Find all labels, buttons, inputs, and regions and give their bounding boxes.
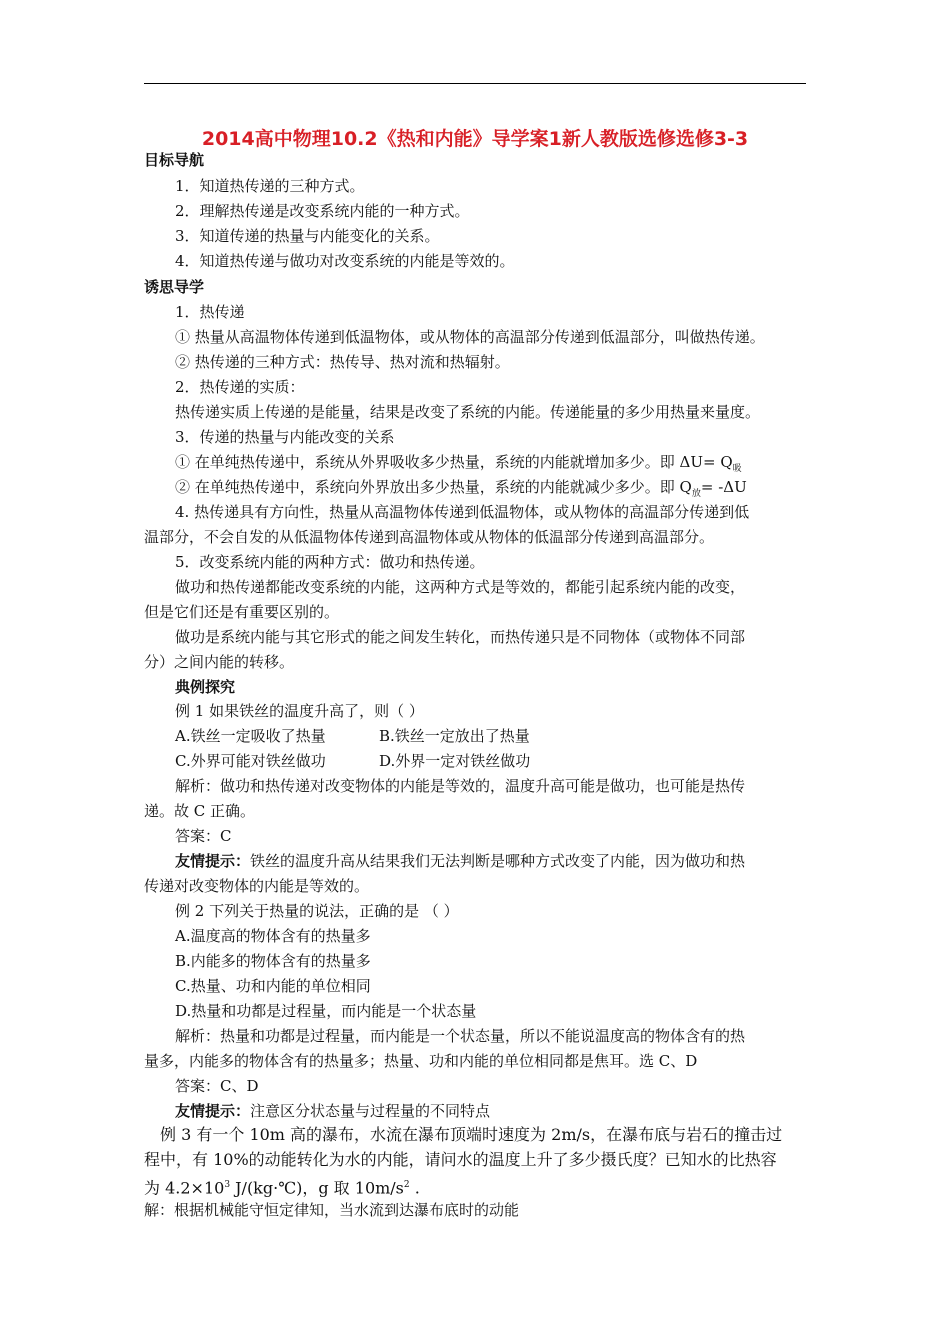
- goal-item: 2．理解热传递是改变系统内能的一种方式。: [175, 202, 470, 220]
- solution: 量多，内能多的物体含有的热量多；热量、功和内能的单位相同都是焦耳。选 C、D: [144, 1052, 698, 1070]
- answer: 答案：C、D: [175, 1077, 259, 1095]
- tip-line: 友情提示：铁丝的温度升高从结果我们无法判断是哪种方式改变了内能，因为做功和热: [175, 852, 746, 870]
- solution: 解析：做功和热传递对改变物体的内能是等效的，温度升高可能是做功，也可能是热传: [175, 777, 746, 795]
- paragraph: ② 热传递的三种方式：热传导、热对流和热辐射。: [175, 353, 510, 371]
- tip-line: 友情提示：注意区分状态量与过程量的不同特点: [175, 1102, 491, 1120]
- question: 为 $4.2\times 10^3$ J/(kg·℃)，g 取 $10m/s^2$ .: [144, 1178, 420, 1198]
- paragraph: 做功是系统内能与其它形式的能之间发生转化，而热传递只是不同物体（或物体不同部: [175, 628, 746, 646]
- header-rule: [144, 83, 806, 84]
- paragraph: 但是它们还是有重要区别的。: [144, 603, 340, 621]
- paragraph: 4. 热传递具有方向性，热量从高温物体传递到低温物体，或从物体的高温部分传递到低: [175, 503, 750, 521]
- option: D.热量和功都是过程量，而内能是一个状态量: [175, 1002, 477, 1020]
- solution: 解：根据机械能守恒定律知，当水流到达瀑布底时的动能: [144, 1201, 520, 1219]
- goal-item: 1．知道热传递的三种方式。: [175, 177, 365, 195]
- option: A.温度高的物体含有的热量多: [175, 927, 371, 945]
- option: B.铁丝一定放出了热量: [379, 727, 530, 745]
- goals-heading: 目标导航: [144, 151, 205, 169]
- section-title: 5．改变系统内能的两种方式：做功和热传递。: [175, 553, 485, 571]
- option: C.外界可能对铁丝做功: [175, 752, 326, 770]
- section-title: 2．热传递的实质：: [175, 378, 305, 396]
- paragraph: ① 热量从高温物体传递到低温物体，或从物体的高温部分传递到低温部分，叫做热传递。: [175, 328, 765, 346]
- option: B.内能多的物体含有的热量多: [175, 952, 371, 970]
- option: C.热量、功和内能的单位相同: [175, 977, 371, 995]
- option: A.铁丝一定吸收了热量: [175, 727, 326, 745]
- guide-heading: 诱思导学: [144, 278, 205, 296]
- examples-heading: 典例探究: [175, 678, 236, 696]
- formula-line: ① 在单纯热传递中，系统从外界吸收多少热量，系统的内能就增加多少。即 $\Delta U= Q_吸$: [175, 453, 742, 474]
- solution: 解析：热量和功都是过程量，而内能是一个状态量，所以不能说温度高的物体含有的热: [175, 1027, 746, 1045]
- question: 程中，有 10%的动能转化为水的内能，请问水的温度上升了多少摄氏度？已知水的比热容: [144, 1150, 777, 1169]
- formula-line: ② 在单纯热传递中，系统向外界放出多少热量，系统的内能就减少多少。即 $Q_放= -\Delta U$: [175, 478, 747, 499]
- question: 例 2 下列关于热量的说法，正确的是 （ ）: [175, 902, 459, 920]
- paragraph: 做功和热传递都能改变系统的内能，这两种方式是等效的，都能引起系统内能的改变，: [175, 578, 746, 596]
- section-title: 1．热传递: [175, 303, 245, 321]
- tip-line: 传递对改变物体的内能是等效的。: [144, 877, 370, 895]
- solution: 递。故 C 正确。: [144, 802, 256, 820]
- answer: 答案：C: [175, 827, 232, 845]
- paragraph: 热传递实质上传递的是能量，结果是改变了系统的内能。传递能量的多少用热量来量度。: [175, 403, 761, 421]
- paragraph: 温部分，不会自发的从低温物体传递到高温物体或从物体的低温部分传递到高温部分。: [144, 528, 715, 546]
- question: 例 1 如果铁丝的温度升高了，则（ ）: [175, 702, 424, 720]
- option: D.外界一定对铁丝做功: [379, 752, 531, 770]
- goal-item: 4．知道热传递与做功对改变系统的内能是等效的。: [175, 252, 515, 270]
- goal-item: 3．知道传递的热量与内能变化的关系。: [175, 227, 440, 245]
- question: 例 3 有一个 10m 高的瀑布，水流在瀑布顶端时速度为 2m/s，在瀑布底与岩石的撞击过: [160, 1125, 783, 1144]
- page-title: 2014高中物理10.2《热和内能》导学案1新人教版选修选修3-3: [201, 128, 749, 150]
- paragraph: 分）之间内能的转移。: [144, 653, 295, 671]
- section-title: 3．传递的热量与内能改变的关系: [175, 428, 395, 446]
